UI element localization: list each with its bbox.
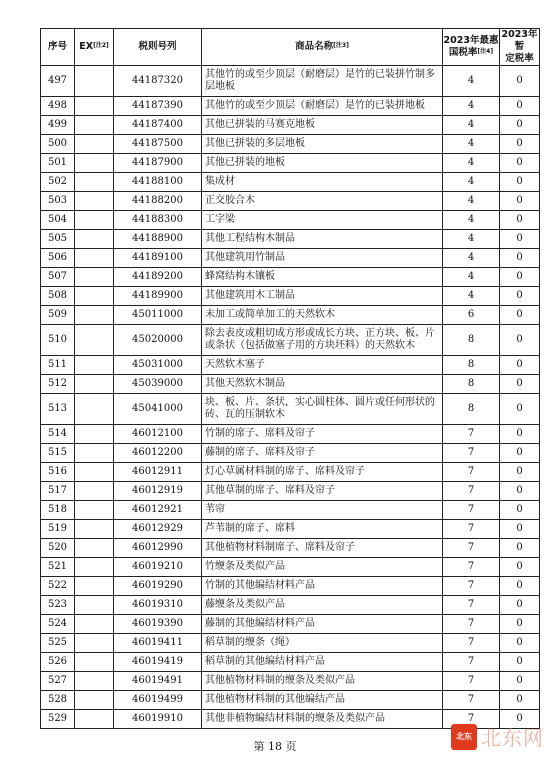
cell-mfn-rate: 7 xyxy=(443,482,500,501)
cell-seq: 498 xyxy=(41,97,75,116)
cell-temp-rate: 0 xyxy=(500,268,540,287)
cell-name: 其他草制的席子、席料及帘子 xyxy=(202,482,443,501)
cell-ex xyxy=(75,66,114,97)
cell-mfn-rate: 4 xyxy=(443,287,500,306)
cell-temp-rate: 0 xyxy=(500,596,540,615)
table-row xyxy=(41,691,540,710)
watermark-logo: 北东 xyxy=(451,724,477,750)
cell-code: 46012911 xyxy=(114,463,202,482)
page-number: 第 18 页 xyxy=(253,740,297,753)
cell-name: 正交胶合木 xyxy=(202,192,443,211)
header-temp-line2: 定税率 xyxy=(505,53,534,64)
table-row xyxy=(41,268,540,287)
table-row xyxy=(41,482,540,501)
cell-mfn-rate: 7 xyxy=(443,463,500,482)
cell-seq: 516 xyxy=(41,463,75,482)
cell-seq: 500 xyxy=(41,135,75,154)
cell-mfn-rate: 8 xyxy=(443,394,500,425)
table-row xyxy=(41,425,540,444)
cell-name: 除去表皮或粗切成方形或成长方块、正方块、板、片或条状（包括做塞子用的方块坯料）的天然软木 xyxy=(202,325,443,356)
cell-seq: 514 xyxy=(41,425,75,444)
cell-code: 44187320 xyxy=(114,66,202,97)
cell-name: 其他建筑用木工制品 xyxy=(202,287,443,306)
cell-code: 44187900 xyxy=(114,154,202,173)
cell-seq: 523 xyxy=(41,596,75,615)
cell-seq: 501 xyxy=(41,154,75,173)
cell-name: 其他非植物编结材料制的缏条及类似产品 xyxy=(202,710,443,729)
cell-mfn-rate: 4 xyxy=(443,116,500,135)
cell-mfn-rate: 7 xyxy=(443,425,500,444)
cell-seq: 505 xyxy=(41,230,75,249)
cell-name: 苇帘 xyxy=(202,501,443,520)
cell-name: 块、板、片、条状，实心圆柱体、圆片或任何形状的砖、瓦的压制软木 xyxy=(202,394,443,425)
cell-temp-rate: 0 xyxy=(500,97,540,116)
cell-name: 灯心草属材料制的席子、席料及帘子 xyxy=(202,463,443,482)
cell-name: 工字梁 xyxy=(202,211,443,230)
cell-ex xyxy=(75,615,114,634)
table-row xyxy=(41,596,540,615)
cell-mfn-rate: 7 xyxy=(443,615,500,634)
cell-code: 46019491 xyxy=(114,672,202,691)
cell-seq: 499 xyxy=(41,116,75,135)
cell-code: 46012919 xyxy=(114,482,202,501)
cell-mfn-rate: 4 xyxy=(443,249,500,268)
cell-ex xyxy=(75,249,114,268)
cell-mfn-rate: 7 xyxy=(443,653,500,672)
cell-temp-rate: 0 xyxy=(500,356,540,375)
cell-name: 蜂窝结构木镶板 xyxy=(202,268,443,287)
table-row xyxy=(41,444,540,463)
cell-code: 46012929 xyxy=(114,520,202,539)
table-row xyxy=(41,634,540,653)
cell-ex xyxy=(75,375,114,394)
cell-code: 45031000 xyxy=(114,356,202,375)
cell-seq: 526 xyxy=(41,653,75,672)
cell-temp-rate: 0 xyxy=(500,691,540,710)
cell-temp-rate: 0 xyxy=(500,672,540,691)
cell-code: 46019910 xyxy=(114,710,202,729)
cell-temp-rate: 0 xyxy=(500,501,540,520)
cell-code: 46012990 xyxy=(114,539,202,558)
cell-code: 44188300 xyxy=(114,211,202,230)
cell-temp-rate: 0 xyxy=(500,425,540,444)
cell-name: 集成材 xyxy=(202,173,443,192)
cell-code: 45039000 xyxy=(114,375,202,394)
header-ex xyxy=(75,29,114,66)
cell-temp-rate: 0 xyxy=(500,192,540,211)
cell-name: 稻草制的缏条（绳） xyxy=(202,634,443,653)
cell-ex xyxy=(75,539,114,558)
cell-ex xyxy=(75,211,114,230)
cell-code: 45011000 xyxy=(114,306,202,325)
cell-temp-rate: 0 xyxy=(500,135,540,154)
header-ex-label: EX xyxy=(79,41,94,52)
table-row xyxy=(41,501,540,520)
cell-mfn-rate: 6 xyxy=(443,306,500,325)
cell-code: 46012200 xyxy=(114,444,202,463)
cell-code: 44188200 xyxy=(114,192,202,211)
table-row xyxy=(41,394,540,425)
cell-seq: 527 xyxy=(41,672,75,691)
header-name xyxy=(202,29,443,66)
cell-ex xyxy=(75,425,114,444)
cell-seq: 512 xyxy=(41,375,75,394)
table-row xyxy=(41,135,540,154)
cell-ex xyxy=(75,634,114,653)
cell-ex xyxy=(75,356,114,375)
cell-name: 藤缏条及类似产品 xyxy=(202,596,443,615)
cell-code: 46019210 xyxy=(114,558,202,577)
cell-code: 44187400 xyxy=(114,116,202,135)
cell-mfn-rate: 4 xyxy=(443,173,500,192)
table-row xyxy=(41,306,540,325)
table-row xyxy=(41,211,540,230)
cell-ex xyxy=(75,463,114,482)
cell-code: 46012100 xyxy=(114,425,202,444)
cell-ex xyxy=(75,501,114,520)
table-row xyxy=(41,577,540,596)
table-row xyxy=(41,154,540,173)
cell-temp-rate: 0 xyxy=(500,634,540,653)
header-code: 税则号列 xyxy=(114,29,202,66)
cell-mfn-rate: 4 xyxy=(443,211,500,230)
cell-code: 44189200 xyxy=(114,268,202,287)
cell-name: 其他植物材料制席子、席料及帘子 xyxy=(202,539,443,558)
header-name-note: [注3] xyxy=(333,42,349,49)
cell-ex xyxy=(75,306,114,325)
cell-seq: 504 xyxy=(41,211,75,230)
cell-temp-rate: 0 xyxy=(500,710,540,729)
header-temp-rate xyxy=(500,29,540,66)
header-mfn-rate xyxy=(443,29,500,66)
cell-ex xyxy=(75,116,114,135)
cell-ex xyxy=(75,672,114,691)
cell-temp-rate: 0 xyxy=(500,482,540,501)
cell-seq: 506 xyxy=(41,249,75,268)
cell-seq: 513 xyxy=(41,394,75,425)
cell-name: 其他已拼装的多层地板 xyxy=(202,135,443,154)
cell-name: 芦苇制的席子、席料 xyxy=(202,520,443,539)
table-row xyxy=(41,287,540,306)
cell-mfn-rate: 7 xyxy=(443,520,500,539)
table-row xyxy=(41,463,540,482)
cell-code: 44188900 xyxy=(114,230,202,249)
cell-temp-rate: 0 xyxy=(500,154,540,173)
cell-seq: 519 xyxy=(41,520,75,539)
cell-temp-rate: 0 xyxy=(500,173,540,192)
cell-ex xyxy=(75,520,114,539)
cell-mfn-rate: 7 xyxy=(443,596,500,615)
cell-name: 其他竹的或至少顶层（耐磨层）是竹的已装拼竹制多层地板 xyxy=(202,66,443,97)
table-row xyxy=(41,325,540,356)
cell-code: 46012921 xyxy=(114,501,202,520)
cell-temp-rate: 0 xyxy=(500,577,540,596)
cell-ex xyxy=(75,596,114,615)
cell-mfn-rate: 4 xyxy=(443,135,500,154)
cell-ex xyxy=(75,444,114,463)
table-row xyxy=(41,672,540,691)
cell-mfn-rate: 8 xyxy=(443,375,500,394)
cell-code: 44187390 xyxy=(114,97,202,116)
cell-ex xyxy=(75,268,114,287)
watermark xyxy=(451,722,544,751)
cell-temp-rate: 0 xyxy=(500,249,540,268)
table-row xyxy=(41,173,540,192)
cell-mfn-rate: 4 xyxy=(443,230,500,249)
cell-mfn-rate: 4 xyxy=(443,97,500,116)
table-row xyxy=(41,230,540,249)
cell-ex xyxy=(75,653,114,672)
table-row xyxy=(41,97,540,116)
cell-ex xyxy=(75,154,114,173)
watermark-text: 北东网 xyxy=(481,726,544,750)
cell-seq: 515 xyxy=(41,444,75,463)
cell-code: 46019419 xyxy=(114,653,202,672)
header-mfn-line1: 2023年最惠 xyxy=(443,35,499,46)
cell-ex xyxy=(75,287,114,306)
cell-name: 天然软木塞子 xyxy=(202,356,443,375)
header-name-label: 商品名称 xyxy=(295,41,334,52)
cell-mfn-rate: 7 xyxy=(443,539,500,558)
cell-ex xyxy=(75,135,114,154)
cell-ex xyxy=(75,192,114,211)
cell-name: 其他竹的或至少顶层（耐磨层）是竹的已装拼地板 xyxy=(202,97,443,116)
header-temp-line1: 2023年暂 xyxy=(501,29,538,52)
cell-temp-rate: 0 xyxy=(500,116,540,135)
cell-temp-rate: 0 xyxy=(500,306,540,325)
cell-name: 其他建筑用竹制品 xyxy=(202,249,443,268)
table-row xyxy=(41,375,540,394)
cell-name: 未加工或简单加工的天然软木 xyxy=(202,306,443,325)
cell-ex xyxy=(75,394,114,425)
header-seq: 序号 xyxy=(41,29,75,66)
cell-temp-rate: 0 xyxy=(500,230,540,249)
cell-mfn-rate: 4 xyxy=(443,268,500,287)
cell-mfn-rate: 7 xyxy=(443,558,500,577)
cell-seq: 503 xyxy=(41,192,75,211)
cell-mfn-rate: 8 xyxy=(443,325,500,356)
cell-code: 45020000 xyxy=(114,325,202,356)
cell-name: 其他植物材料制的缏条及类似产品 xyxy=(202,672,443,691)
cell-name: 其他天然软木制品 xyxy=(202,375,443,394)
header-ex-note: [注2] xyxy=(93,42,109,49)
cell-temp-rate: 0 xyxy=(500,444,540,463)
table-row xyxy=(41,249,540,268)
cell-temp-rate: 0 xyxy=(500,520,540,539)
cell-mfn-rate: 7 xyxy=(443,634,500,653)
cell-seq: 507 xyxy=(41,268,75,287)
cell-code: 44187500 xyxy=(114,135,202,154)
cell-temp-rate: 0 xyxy=(500,66,540,97)
table-row xyxy=(41,356,540,375)
cell-seq: 510 xyxy=(41,325,75,356)
cell-mfn-rate: 4 xyxy=(443,66,500,97)
cell-seq: 529 xyxy=(41,710,75,729)
cell-ex xyxy=(75,558,114,577)
cell-seq: 509 xyxy=(41,306,75,325)
cell-ex xyxy=(75,97,114,116)
header-mfn-note: [注4] xyxy=(477,48,494,55)
cell-seq: 520 xyxy=(41,539,75,558)
cell-mfn-rate: 7 xyxy=(443,577,500,596)
cell-temp-rate: 0 xyxy=(500,463,540,482)
tariff-table xyxy=(40,28,540,729)
cell-seq: 502 xyxy=(41,173,75,192)
cell-mfn-rate: 7 xyxy=(443,710,500,729)
cell-mfn-rate: 7 xyxy=(443,691,500,710)
cell-temp-rate: 0 xyxy=(500,653,540,672)
cell-name: 藤制的其他编结材料产品 xyxy=(202,615,443,634)
cell-seq: 497 xyxy=(41,66,75,97)
cell-ex xyxy=(75,577,114,596)
cell-name: 竹制的席子、席料及帘子 xyxy=(202,425,443,444)
table-row xyxy=(41,116,540,135)
cell-name: 其他工程结构木制品 xyxy=(202,230,443,249)
table-row xyxy=(41,558,540,577)
cell-seq: 511 xyxy=(41,356,75,375)
cell-mfn-rate: 7 xyxy=(443,501,500,520)
cell-ex xyxy=(75,173,114,192)
cell-code: 46019390 xyxy=(114,615,202,634)
table-row xyxy=(41,539,540,558)
cell-seq: 522 xyxy=(41,577,75,596)
cell-name: 其他植物材料制的其他编结产品 xyxy=(202,691,443,710)
cell-temp-rate: 0 xyxy=(500,539,540,558)
table-header-row xyxy=(41,29,540,66)
cell-code: 46019290 xyxy=(114,577,202,596)
cell-code: 44189900 xyxy=(114,287,202,306)
cell-seq: 528 xyxy=(41,691,75,710)
cell-name: 竹制的其他编结材料产品 xyxy=(202,577,443,596)
cell-seq: 524 xyxy=(41,615,75,634)
header-mfn-line2: 国税率 xyxy=(448,47,478,58)
cell-ex xyxy=(75,710,114,729)
cell-mfn-rate: 8 xyxy=(443,356,500,375)
table-row xyxy=(41,653,540,672)
cell-temp-rate: 0 xyxy=(500,287,540,306)
cell-name: 其他已拼装的马赛克地板 xyxy=(202,116,443,135)
cell-code: 46019499 xyxy=(114,691,202,710)
table-row xyxy=(41,192,540,211)
cell-code: 46019411 xyxy=(114,634,202,653)
cell-name: 藤制的席子、席料及帘子 xyxy=(202,444,443,463)
cell-code: 44188100 xyxy=(114,173,202,192)
cell-temp-rate: 0 xyxy=(500,375,540,394)
cell-name: 稻草制的其他编结材料产品 xyxy=(202,653,443,672)
cell-code: 46019310 xyxy=(114,596,202,615)
cell-ex xyxy=(75,691,114,710)
table-row xyxy=(41,615,540,634)
cell-ex xyxy=(75,230,114,249)
cell-seq: 521 xyxy=(41,558,75,577)
cell-seq: 508 xyxy=(41,287,75,306)
cell-code: 44189100 xyxy=(114,249,202,268)
cell-seq: 525 xyxy=(41,634,75,653)
cell-mfn-rate: 7 xyxy=(443,444,500,463)
cell-mfn-rate: 4 xyxy=(443,192,500,211)
cell-code: 45041000 xyxy=(114,394,202,425)
cell-name: 其他已拼装的地板 xyxy=(202,154,443,173)
table-row xyxy=(41,520,540,539)
cell-ex xyxy=(75,482,114,501)
cell-name: 竹缏条及类似产品 xyxy=(202,558,443,577)
cell-temp-rate: 0 xyxy=(500,615,540,634)
cell-ex xyxy=(75,325,114,356)
cell-seq: 517 xyxy=(41,482,75,501)
cell-temp-rate: 0 xyxy=(500,325,540,356)
table-row xyxy=(41,66,540,97)
cell-mfn-rate: 4 xyxy=(443,154,500,173)
cell-temp-rate: 0 xyxy=(500,394,540,425)
cell-temp-rate: 0 xyxy=(500,558,540,577)
cell-seq: 518 xyxy=(41,501,75,520)
cell-temp-rate: 0 xyxy=(500,211,540,230)
cell-mfn-rate: 7 xyxy=(443,672,500,691)
